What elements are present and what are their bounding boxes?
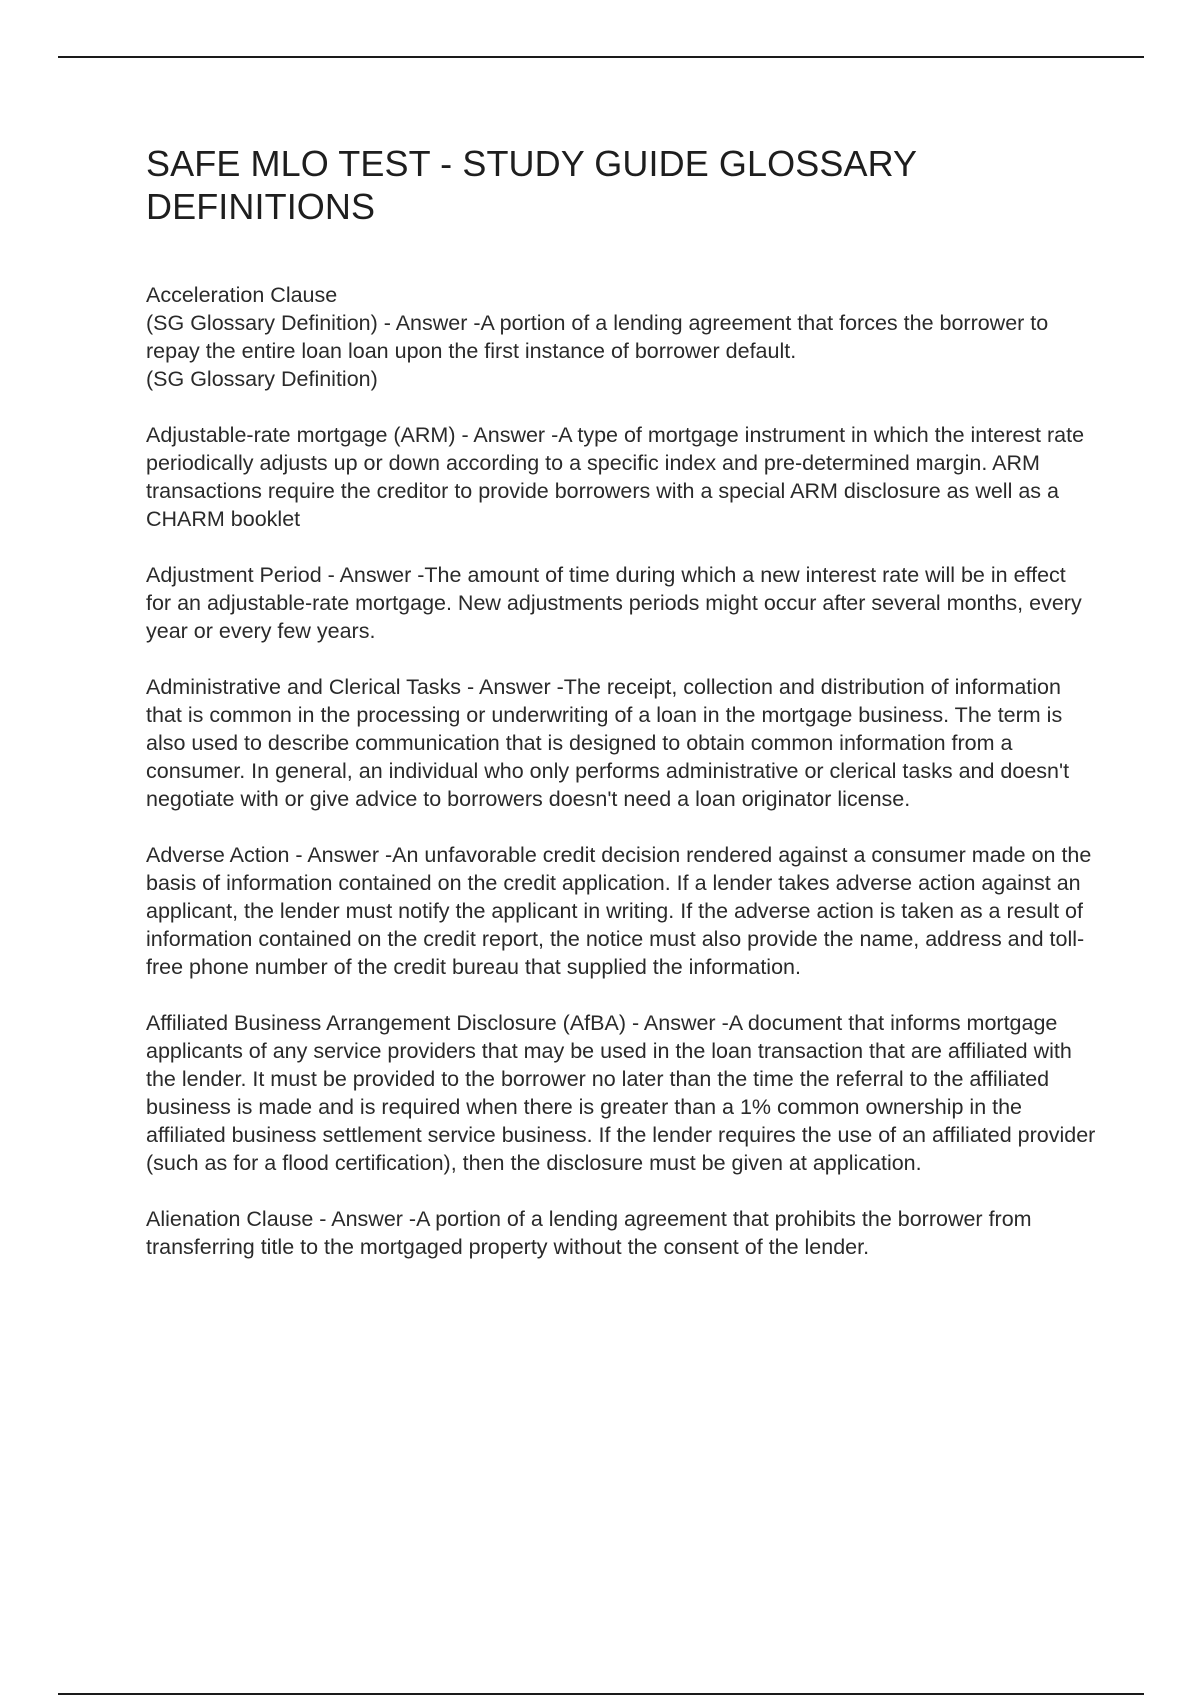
glossary-entry-alienation-clause	[146, 1205, 1096, 1261]
top-rule	[58, 56, 1144, 58]
glossary-entry-afba	[146, 1009, 1096, 1177]
glossary-entry-acceleration-clause	[146, 281, 1096, 393]
page-title: SAFE MLO TEST - STUDY GUIDE GLOSSARY DEFINITIONS	[146, 143, 917, 227]
entry-text: Affiliated Business Arrangement Disclosure (AfBA) - Answer -A document that informs mortgage applicants of any service providers that may be used in the loan transaction that are affiliated with the lender. It must be provided to the borrower no later than the time the referral to the affiliated business is made and is required when there is greater than a 1% common ownership in the affiliated business settlement service business. If the lender requires the use of an affiliated provider (such as for a flood certification), then the disclosure must be given at application.	[146, 1011, 1096, 1175]
entry-text: (SG Glossary Definition) - Answer -A portion of a lending agreement that forces the borrower to repay the entire loan loan upon the first instance of borrower default.	[146, 311, 1049, 363]
entry-trailing-note: (SG Glossary Definition)	[146, 367, 378, 391]
entry-text: Adverse Action - Answer -An unfavorable credit decision rendered against a consumer made on the basis of information contained on the credit application. If a lender takes adverse action against an applicant, the lender must notify the applicant in writing. If the adverse action is taken as a result of information contained on the credit report, the notice must also provide the name, address and toll-free phone number of the credit bureau that supplied the information.	[146, 843, 1092, 979]
document-body	[146, 142, 1096, 1289]
entry-text: Administrative and Clerical Tasks - Answer -The receipt, collection and distribution of information that is common in the processing or underwriting of a loan in the mortgage business. The term is also used to describe communication that is designed to obtain common information from a consumer. In general, an individual who only performs administrative or clerical tasks and doesn't negotiate with or give advice to borrowers doesn't need a loan originator license.	[146, 675, 1070, 811]
entry-text: Adjustable-rate mortgage (ARM) - Answer -A type of mortgage instrument in which the interest rate periodically adjusts up or down according to a specific index and pre-determined margin. ARM transactions require the creditor to provide borrowers with a special ARM disclosure as well as a CHARM booklet	[146, 423, 1085, 531]
entry-text: Adjustment Period - Answer -The amount of time during which a new interest rate will be in effect for an adjustable-rate mortgage. New adjustments periods might occur after several months, every year or every few years.	[146, 563, 1082, 643]
bottom-rule	[58, 1693, 1144, 1695]
glossary-entry-adverse-action	[146, 841, 1096, 981]
glossary-entry-arm	[146, 421, 1096, 533]
glossary-entry-administrative-clerical-tasks	[146, 673, 1096, 813]
entry-text: Alienation Clause - Answer -A portion of a lending agreement that prohibits the borrower from transferring title to the mortgaged property without the consent of the lender.	[146, 1207, 1032, 1259]
glossary-entry-adjustment-period	[146, 561, 1096, 645]
entry-term: Acceleration Clause	[146, 283, 338, 307]
